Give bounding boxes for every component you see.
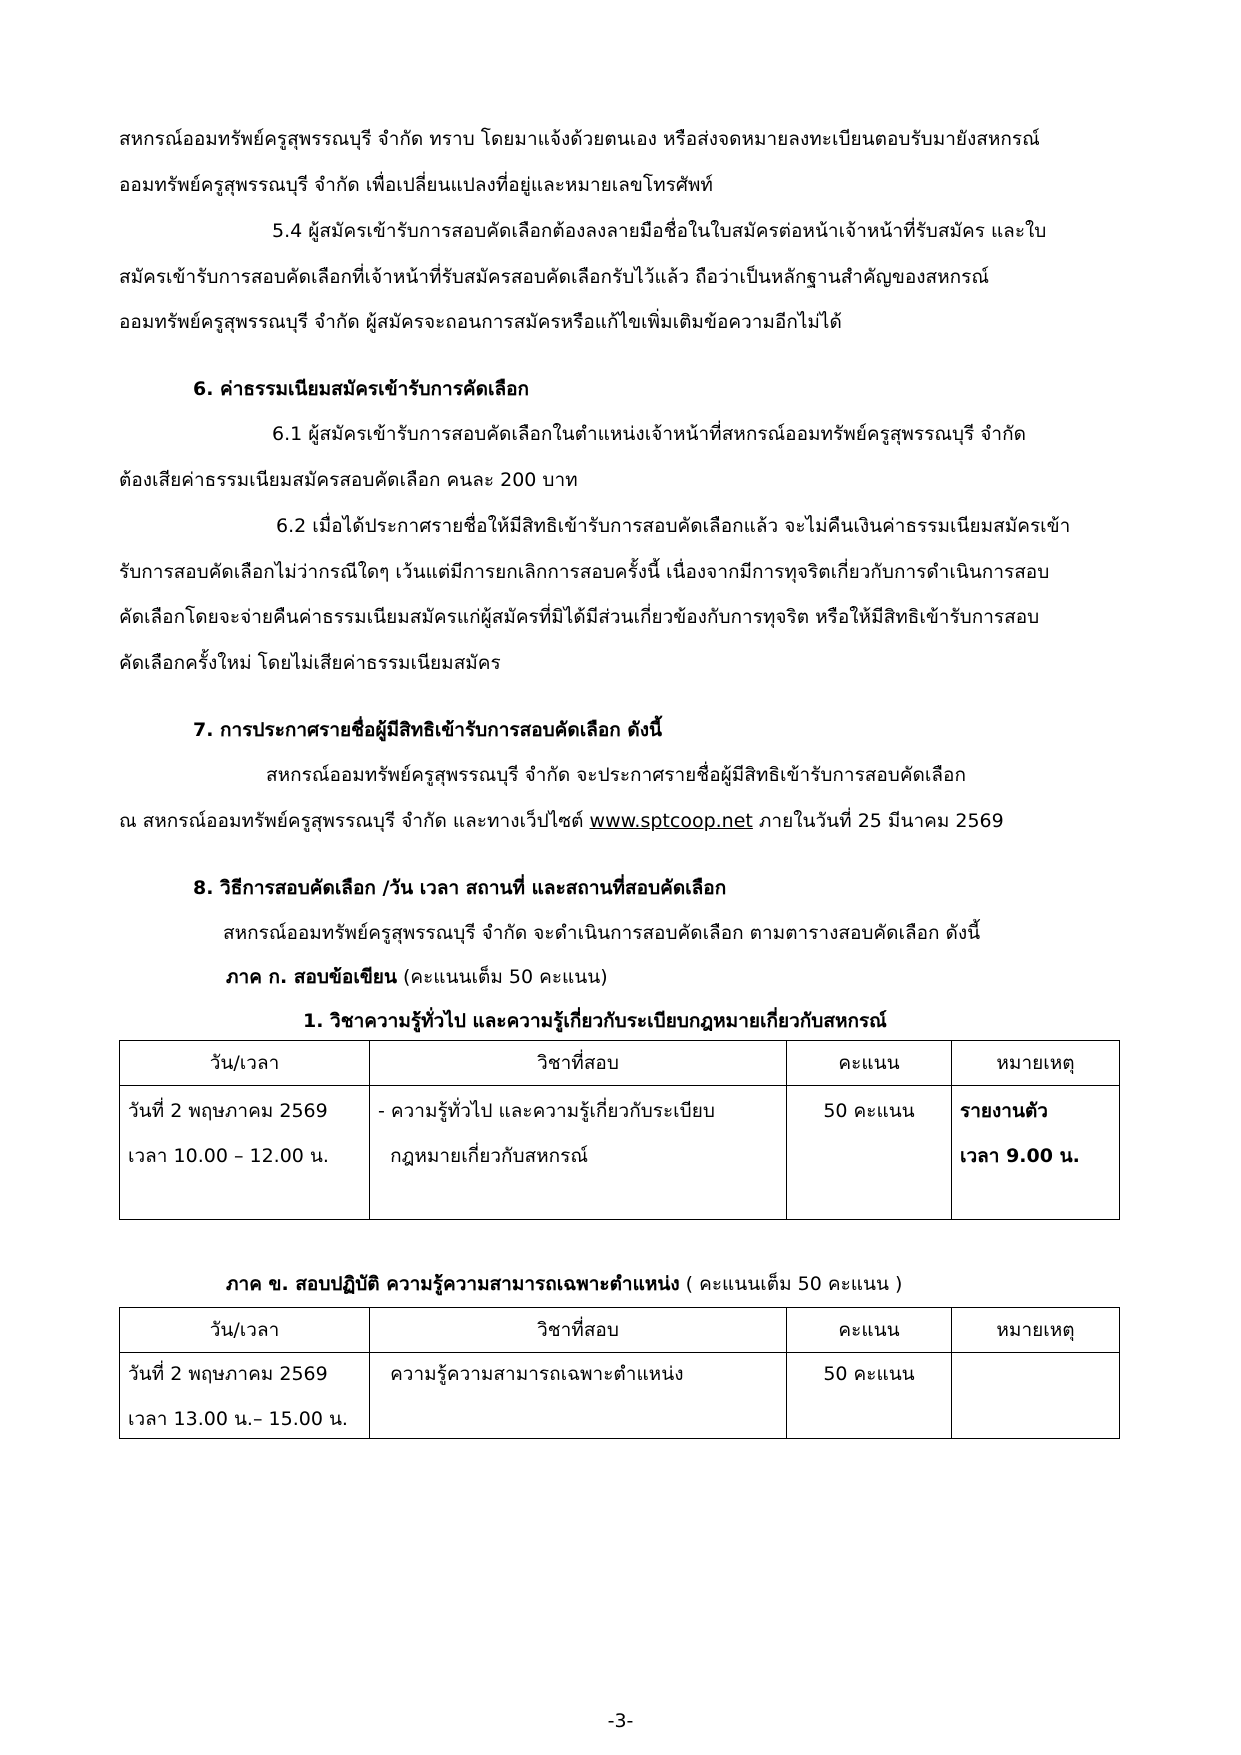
table-row [120,1086,1120,1220]
subject-text: กฎหมายเกี่ยวกับสหกรณ์ [378,1145,589,1167]
cell-score [787,1086,952,1220]
table-header-row [120,1041,1120,1086]
section-8-heading: 8. วิธีการสอบคัดเลือก /วัน เวลา สถานที่ และสถานที่สอบคัดเลือก [193,877,727,899]
header-subject: วิชาที่สอบ [370,1308,787,1353]
part-a-label [226,968,608,987]
clause-6-2-line: คัดเลือกครั้งใหม่ โดยไม่เสียค่าธรรมเนียมสมัคร [119,652,501,674]
section-6-heading: 6. ค่าธรรมเนียมสมัครเข้ารับการคัดเลือก [193,378,530,400]
table-row [120,1353,1120,1439]
header-score: คะแนน [787,1308,952,1353]
remark-text: รายงานตัว [960,1100,1048,1122]
cell-subject [370,1086,787,1220]
clause-6-1-line: ต้องเสียค่าธรรมเนียมสมัครสอบคัดเลือก คนละ 200 บาท [119,469,578,491]
clause-6-1-line: 6.1 ผู้สมัครเข้ารับการสอบคัดเลือกในตำแหน่งเจ้าหน้าที่สหกรณ์ออมทรัพย์ครูสุพรรณบุรี จำกัด [272,423,1026,445]
cell-remark [952,1086,1120,1220]
cell-score [787,1353,952,1439]
exam-table-part-b [119,1307,1120,1439]
cell-remark [952,1353,1120,1439]
table-header-row [120,1308,1120,1353]
website-link[interactable]: www.sptcoop.net [589,810,753,832]
section-8-intro: สหกรณ์ออมทรัพย์ครูสุพรรณบุรี จำกัด จะดำเนินการสอบคัดเลือก ตามตารางสอบคัดเลือก ดังนี้ [223,922,981,944]
clause-5-4-line: ออมทรัพย์ครูสุพรรณบุรี จำกัด ผู้สมัครจะถอนการสมัครหรือแก้ไขเพิ่มเติมข้อความอีกไม่ได้ [119,311,842,333]
time-text: เวลา 13.00 น.– 15.00 น. [128,1408,348,1430]
clause-5-4-line: สมัครเข้ารับการสอบคัดเลือกที่เจ้าหน้าที่รับสมัครสอบคัดเลือกรับไว้แล้ว ถือว่าเป็นหลักฐานสำคัญของสหกรณ์ [119,266,989,288]
score-text: 50 คะแนน [823,1100,915,1122]
header-remark: หมายเหตุ [952,1041,1120,1086]
date-text: วันที่ 2 พฤษภาคม 2569 [128,1363,328,1385]
subject-text: ความรู้ความสามารถเฉพาะตำแหน่ง [378,1363,684,1385]
header-subject: วิชาที่สอบ [370,1041,787,1086]
part-a-subject-title: 1. วิชาความรู้ทั่วไป และความรู้เกี่ยวกับระเบียบกฎหมายเกี่ยวกับสหกรณ์ [303,1010,887,1032]
header-datetime: วัน/เวลา [120,1308,370,1353]
clause-6-2-line: รับการสอบคัดเลือกไม่ว่ากรณีใดๆ เว้นแต่มีการยกเลิกการสอบครั้งนี้ เนื่องจากมีการทุจริตเกี่ยวกับการดำเนินการสอบ [119,561,1050,583]
remark-text: เวลา 9.00 น. [960,1145,1080,1167]
clause-6-2-line: คัดเลือกโดยจะจ่ายคืนค่าธรรมเนียมสมัครแก่ผู้สมัครที่มิได้มีส่วนเกี่ยวข้องกับการทุจริต หรือให้มีสิทธิเข้ารับการสอบ [119,606,1040,628]
part-a-title: ภาค ก. สอบข้อเขียน [226,966,397,988]
paragraph-line: สหกรณ์ออมทรัพย์ครูสุพรรณบุรี จำกัด ทราบ โดยมาแจ้งด้วยตนเอง หรือส่งจดหมายลงทะเบียนตอบรับมายังสหกรณ์ [119,128,1040,150]
part-b-label [226,1275,902,1294]
section-7-heading: 7. การประกาศรายชื่อผู้มีสิทธิเข้ารับการสอบคัดเลือก ดังนี้ [193,719,663,741]
date-text: วันที่ 2 พฤษภาคม 2569 [128,1100,328,1122]
section-7-line: สหกรณ์ออมทรัพย์ครูสุพรรณบุรี จำกัด จะประกาศรายชื่อผู้มีสิทธิเข้ารับการสอบคัดเลือก [266,764,966,786]
exam-table-part-a [119,1040,1120,1220]
section-7-text: ภายในวันที่ 25 มีนาคม 2569 [752,810,1004,832]
time-text: เวลา 10.00 – 12.00 น. [128,1145,329,1167]
cell-datetime [120,1353,370,1439]
clause-6-2-line: 6.2 เมื่อได้ประกาศรายชื่อให้มีสิทธิเข้ารับการสอบคัดเลือกแล้ว จะไม่คืนเงินค่าธรรมเนียมสมัครเข้า [276,515,1071,537]
clause-5-4-line: 5.4 ผู้สมัครเข้ารับการสอบคัดเลือกต้องลงลายมือชื่อในใบสมัครต่อหน้าเจ้าหน้าที่รับสมัคร และใบ [272,220,1047,242]
section-7-text: ณ สหกรณ์ออมทรัพย์ครูสุพรรณบุรี จำกัด และทางเว็ปไซต์ [119,810,590,832]
page-number: -3- [607,1710,634,1732]
part-b-note: ( คะแนนเต็ม 50 คะแนน ) [679,1273,903,1295]
score-text: 50 คะแนน [823,1363,915,1385]
paragraph-line: ออมทรัพย์ครูสุพรรณบุรี จำกัด เพื่อเปลี่ยนแปลงที่อยู่และหมายเลขโทรศัพท์ [119,174,713,196]
header-remark: หมายเหตุ [952,1308,1120,1353]
subject-text: - ความรู้ทั่วไป และความรู้เกี่ยวกับระเบียบ [378,1100,715,1122]
cell-subject [370,1353,787,1439]
part-b-title: ภาค ข. สอบปฏิบัติ ความรู้ความสามารถเฉพาะตำแหน่ง [226,1273,680,1295]
cell-datetime [120,1086,370,1220]
section-7-line [119,812,1004,831]
header-datetime: วัน/เวลา [120,1041,370,1086]
part-a-note: (คะแนนเต็ม 50 คะแนน) [396,966,608,988]
header-score: คะแนน [787,1041,952,1086]
